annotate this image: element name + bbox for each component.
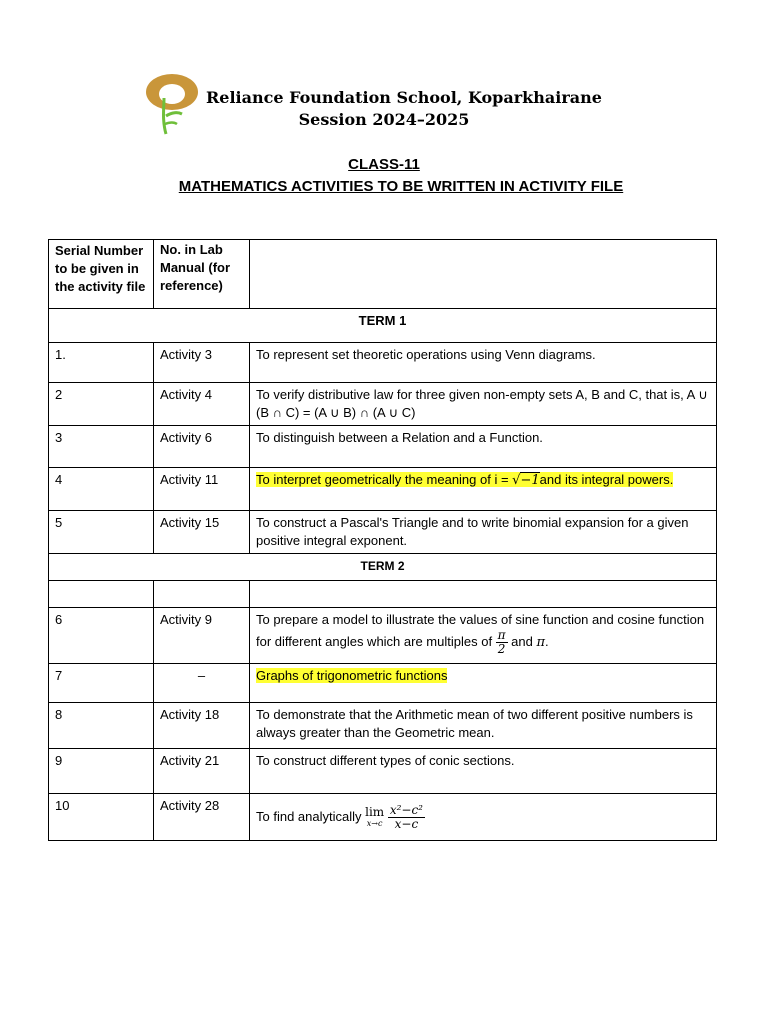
fraction bbox=[496, 629, 508, 656]
table-row bbox=[49, 511, 717, 554]
table-row bbox=[49, 749, 717, 794]
term1-row bbox=[49, 309, 717, 343]
activity-cell bbox=[250, 468, 717, 511]
activity-cell bbox=[250, 664, 717, 703]
lab-cell: Activity 11 bbox=[154, 468, 250, 511]
school-name: Reliance Foundation School, Koparkhairane bbox=[206, 88, 602, 107]
serial-cell: 8 bbox=[49, 703, 154, 749]
table-row bbox=[49, 426, 717, 468]
lab-cell: – bbox=[154, 664, 250, 703]
activity-text-part: and bbox=[507, 633, 537, 649]
serial-cell: 9 bbox=[49, 749, 154, 794]
serial-cell: 5 bbox=[49, 511, 154, 554]
table-row bbox=[49, 383, 717, 426]
serial-cell: 1. bbox=[49, 343, 154, 383]
activity-cell: To verify distributive law for three given non-empty sets A, B and C, that is, A ∪ (B ∩ C) = (A ∪ B) ∩ (A ∪ C) bbox=[250, 383, 717, 426]
term2-row bbox=[49, 554, 717, 581]
serial-cell: 6 bbox=[49, 608, 154, 664]
activity-text-part: To find analytically bbox=[256, 808, 366, 824]
serial-cell: 3 bbox=[49, 426, 154, 468]
lab-cell: Activity 15 bbox=[154, 511, 250, 554]
lab-cell: Activity 9 bbox=[154, 608, 250, 664]
activity-cell: To construct different types of conic sections. bbox=[250, 749, 717, 794]
fraction bbox=[388, 804, 425, 831]
serial-cell: 2 bbox=[49, 383, 154, 426]
empty-cell bbox=[154, 581, 250, 608]
limit-subscript: x→c bbox=[366, 819, 383, 828]
limit-word: lim bbox=[365, 805, 385, 819]
serial-cell: 10 bbox=[49, 794, 154, 841]
col3-header bbox=[250, 240, 717, 309]
activity-cell bbox=[250, 794, 717, 841]
highlighted-text: Graphs of trigonometric functions bbox=[256, 668, 448, 683]
highlighted-text bbox=[256, 472, 673, 487]
term2-label: TERM 2 bbox=[49, 554, 717, 581]
fraction-numerator: x²−c² bbox=[389, 802, 423, 817]
activity-text-part: and its integral powers. bbox=[539, 472, 674, 487]
class-title: CLASS-11 bbox=[348, 156, 420, 173]
limit-operator bbox=[365, 805, 384, 829]
activity-text-part: . bbox=[545, 633, 549, 649]
table-row bbox=[49, 468, 717, 511]
serial-cell: 4 bbox=[49, 468, 154, 511]
fraction-denominator: x−c bbox=[394, 816, 419, 831]
table-row bbox=[49, 794, 717, 841]
empty-cell bbox=[49, 581, 154, 608]
lab-cell: Activity 18 bbox=[154, 703, 250, 749]
activity-cell bbox=[250, 608, 717, 664]
serial-cell: 7 bbox=[49, 664, 154, 703]
pi-symbol: π bbox=[536, 634, 546, 650]
lab-cell: Activity 6 bbox=[154, 426, 250, 468]
document-subtitle: MATHEMATICS ACTIVITIES TO BE WRITTEN IN ACTIVITY FILE bbox=[178, 178, 624, 195]
empty-row bbox=[49, 581, 717, 608]
square-root: √−1 bbox=[512, 473, 540, 488]
activity-text-part: To interpret geometrically the meaning of i = bbox=[256, 472, 513, 487]
lab-cell: Activity 3 bbox=[154, 343, 250, 383]
fraction-numerator: π bbox=[497, 628, 506, 642]
col2-header: No. in Lab Manual (for reference) bbox=[154, 240, 250, 309]
activity-cell: To demonstrate that the Arithmetic mean of two different positive numbers is always greater than the Geometric mean. bbox=[250, 703, 717, 749]
session-line bbox=[0, 110, 768, 130]
term1-label: TERM 1 bbox=[49, 309, 717, 343]
lab-cell: Activity 4 bbox=[154, 383, 250, 426]
fraction-denominator: 2 bbox=[497, 642, 506, 656]
lab-cell: Activity 28 bbox=[154, 794, 250, 841]
activity-text-part: To prepare a model to illustrate the values of sine function and cosine function for different angles which are multiples of bbox=[256, 612, 705, 649]
radicand: −1 bbox=[520, 473, 540, 488]
col1-header: Serial Number to be given in the activity file bbox=[49, 240, 154, 309]
table-row bbox=[49, 343, 717, 383]
table-row bbox=[49, 664, 717, 703]
activity-cell: To represent set theoretic operations using Venn diagrams. bbox=[250, 343, 717, 383]
lab-cell: Activity 21 bbox=[154, 749, 250, 794]
activity-cell: To construct a Pascal's Triangle and to write binomial expansion for a given positive integral exponent. bbox=[250, 511, 717, 554]
activity-cell: To distinguish between a Relation and a Function. bbox=[250, 426, 717, 468]
empty-cell bbox=[250, 581, 717, 608]
table-row bbox=[49, 608, 717, 664]
table-header-row bbox=[49, 240, 717, 309]
table-row bbox=[49, 703, 717, 749]
session-text: Session 2024–2025 bbox=[298, 110, 470, 129]
activities-table bbox=[48, 239, 717, 841]
